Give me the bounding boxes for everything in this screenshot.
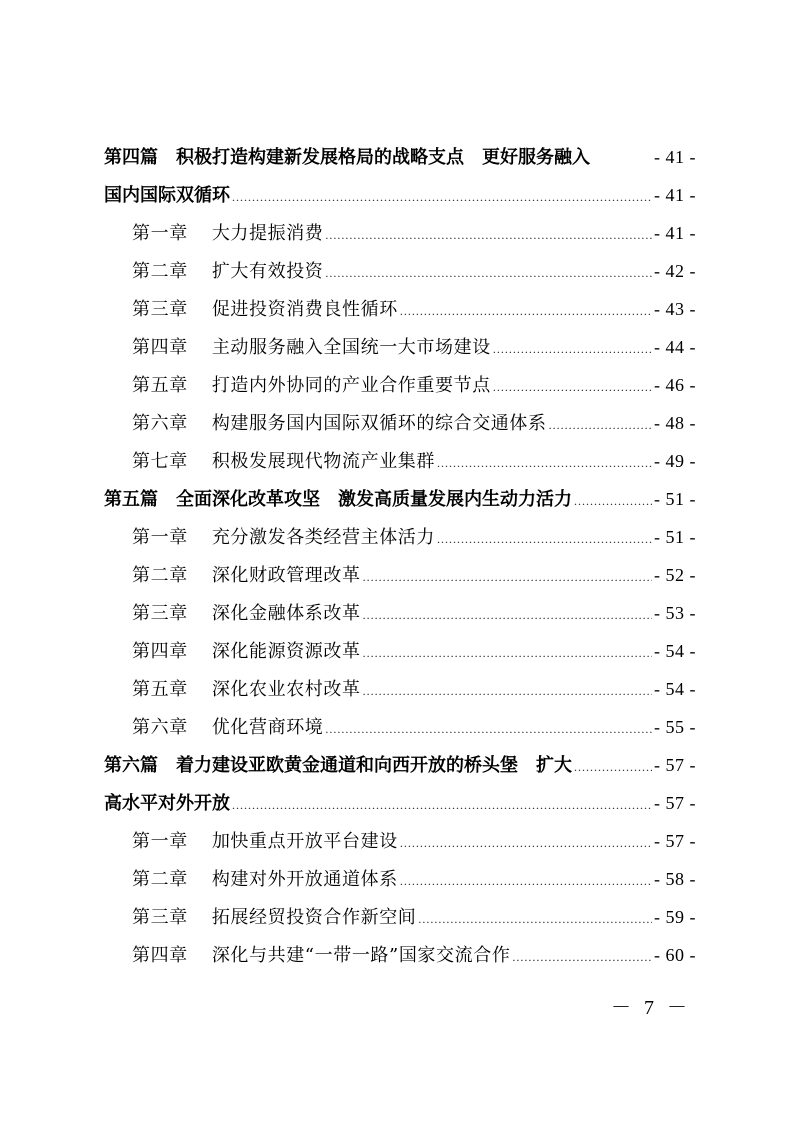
toc-page-number: - 48 -: [654, 413, 696, 433]
toc-chapter-number: 第六章: [132, 413, 188, 434]
toc-chapter-number: 第五章: [132, 375, 188, 396]
toc-chapter-entry[interactable]: [104, 290, 696, 328]
toc-page-number: - 43 -: [654, 299, 696, 319]
toc-leader-dots: [232, 178, 652, 216]
toc-chapter-entry[interactable]: [104, 518, 696, 556]
toc-chapter-title: 促进投资消费良性循环: [211, 299, 398, 320]
toc-leader-dots: [363, 634, 652, 672]
toc-part-entry[interactable]: [104, 138, 696, 176]
toc-chapter-entry[interactable]: [104, 936, 696, 974]
toc-leader-dots: [493, 330, 652, 368]
toc-page-number: - 55 -: [654, 717, 696, 737]
toc-chapter-title: 积极发展现代物流产业集群: [211, 451, 436, 472]
toc-chapter-number: 第一章: [132, 831, 188, 852]
toc-part-title: 高水平对外开放: [104, 793, 230, 814]
toc-leader-dots: [363, 672, 652, 710]
toc-page-number: - 57 -: [654, 793, 696, 813]
toc-leader-dots: [512, 938, 652, 976]
toc-chapter-entry[interactable]: [104, 594, 696, 632]
toc-chapter-number: 第一章: [132, 223, 188, 244]
toc-chapter-entry[interactable]: [104, 442, 696, 480]
toc-page-number: - 58 -: [654, 869, 696, 889]
toc-chapter-title: 加快重点开放平台建设: [211, 831, 398, 852]
toc-chapter-title: 构建对外开放通道体系: [211, 869, 398, 890]
toc-page-number: - 54 -: [654, 679, 696, 699]
toc-part-title: 第五篇 全面深化改革攻坚 激发高质量发展内生动力活力: [104, 489, 572, 510]
toc-page-number: - 41 -: [654, 147, 696, 167]
toc-chapter-number: 第六章: [132, 717, 188, 738]
toc-chapter-entry[interactable]: [104, 214, 696, 252]
toc-chapter-title: 深化金融体系改革: [211, 603, 361, 624]
toc-chapter-entry[interactable]: [104, 328, 696, 366]
toc-leader-dots: [325, 216, 652, 254]
toc-page-number: - 51 -: [654, 527, 696, 547]
toc-chapter-number: 第四章: [132, 641, 188, 662]
toc-part-title: 国内国际双循环: [104, 185, 230, 206]
toc-leader-dots: [363, 558, 652, 596]
toc-part-entry[interactable]: [104, 480, 696, 518]
toc-leader-dots: [232, 786, 652, 824]
toc-chapter-number: 第一章: [132, 527, 188, 548]
toc-chapter-number: 第二章: [132, 869, 188, 890]
toc-chapter-number: 第三章: [132, 603, 188, 624]
toc-part-entry[interactable]: [104, 784, 696, 822]
toc-page-number: - 41 -: [654, 223, 696, 243]
toc-chapter-entry[interactable]: [104, 252, 696, 290]
toc-chapter-entry[interactable]: [104, 366, 696, 404]
toc-page-number: - 44 -: [654, 337, 696, 357]
toc-chapter-entry[interactable]: [104, 822, 696, 860]
toc-chapter-number: 第七章: [132, 451, 188, 472]
toc-chapter-title: 深化与共建“一带一路”国家交流合作: [211, 945, 511, 966]
toc-chapter-entry[interactable]: [104, 404, 696, 442]
toc-chapter-entry[interactable]: [104, 556, 696, 594]
toc-chapter-title: 深化能源资源改革: [211, 641, 361, 662]
toc-chapter-title: 充分激发各类经营主体活力: [211, 527, 436, 548]
toc-chapter-number: 第四章: [132, 337, 188, 358]
page-number: － 7 －: [611, 997, 691, 1019]
toc-leader-dots: [493, 368, 652, 406]
toc-chapter-number: 第二章: [132, 565, 188, 586]
toc-chapter-title: 深化农业农村改革: [211, 679, 361, 700]
toc-leader-dots: [400, 824, 652, 862]
toc-leader-dots: [549, 406, 652, 444]
toc-chapter-title: 深化财政管理改革: [211, 565, 361, 586]
toc-chapter-title: 拓展经贸投资合作新空间: [211, 907, 417, 928]
toc-chapter-title: 打造内外协同的产业合作重要节点: [211, 375, 491, 396]
toc-part-entry[interactable]: [104, 176, 696, 214]
toc-chapter-entry[interactable]: [104, 898, 696, 936]
toc-page-number: - 57 -: [654, 755, 696, 775]
toc-chapter-number: 第三章: [132, 907, 188, 928]
toc-page-number: - 60 -: [654, 945, 696, 965]
toc-part-entry[interactable]: [104, 746, 696, 784]
toc-chapter-number: 第四章: [132, 945, 188, 966]
toc-page-number: - 57 -: [654, 831, 696, 851]
toc-part-title: 第六篇 着力建设亚欧黄金通道和向西开放的桥头堡 扩大: [104, 755, 572, 776]
table-of-contents: [104, 138, 696, 974]
toc-chapter-number: 第三章: [132, 299, 188, 320]
toc-leader-dots: [363, 596, 652, 634]
toc-leader-dots: [400, 292, 652, 330]
toc-chapter-entry[interactable]: [104, 860, 696, 898]
toc-chapter-entry[interactable]: [104, 632, 696, 670]
toc-page-number: - 54 -: [654, 641, 696, 661]
toc-leader-dots: [574, 748, 652, 786]
toc-leader-dots: [574, 482, 652, 520]
toc-page-number: - 42 -: [654, 261, 696, 281]
toc-part-title: 第四篇 积极打造构建新发展格局的战略支点 更好服务融入: [104, 147, 590, 168]
toc-page-number: - 51 -: [654, 489, 696, 509]
toc-page-number: - 53 -: [654, 603, 696, 623]
toc-chapter-title: 扩大有效投资: [211, 261, 324, 282]
toc-chapter-number: 第五章: [132, 679, 188, 700]
toc-leader-dots: [437, 520, 652, 558]
toc-chapter-title: 优化营商环境: [211, 717, 324, 738]
toc-leader-dots: [325, 710, 652, 748]
toc-chapter-entry[interactable]: [104, 670, 696, 708]
toc-leader-dots: [325, 254, 652, 292]
toc-leader-dots: [437, 444, 652, 482]
toc-leader-dots: [400, 862, 652, 900]
toc-page-number: - 46 -: [654, 375, 696, 395]
toc-page-number: - 41 -: [654, 185, 696, 205]
toc-chapter-number: 第二章: [132, 261, 188, 282]
toc-chapter-entry[interactable]: [104, 708, 696, 746]
toc-chapter-title: 大力提振消费: [211, 223, 324, 244]
toc-page-number: - 49 -: [654, 451, 696, 471]
toc-chapter-title: 构建服务国内国际双循环的综合交通体系: [211, 413, 547, 434]
toc-page-number: - 59 -: [654, 907, 696, 927]
toc-leader-dots: [418, 900, 652, 938]
toc-chapter-title: 主动服务融入全国统一大市场建设: [211, 337, 491, 358]
toc-page-number: - 52 -: [654, 565, 696, 585]
